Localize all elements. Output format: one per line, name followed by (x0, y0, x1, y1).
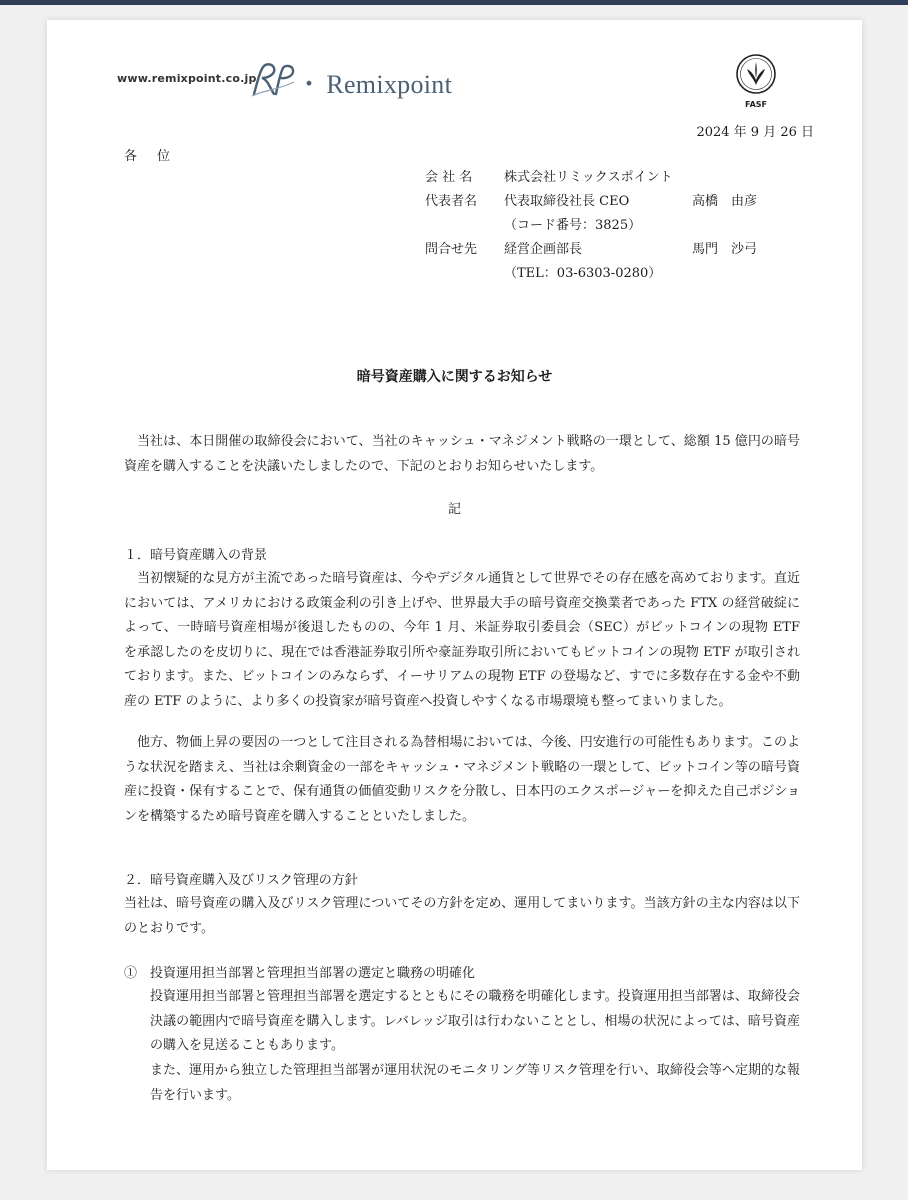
section1-heading: １．暗号資産購入の背景 (124, 548, 268, 563)
contact-tel: （TEL：03-6303-0280） (504, 266, 662, 281)
logo-wordmark (296, 64, 452, 101)
section2-heading: ２．暗号資産購入及びリスク管理の方針 (124, 873, 358, 888)
section1-paragraph2: 他方、物価上昇の要因の一つとして注目される為替相場においては、今後、円安進行の可能性もあります。このような状況を踏まえ、当社は余剰資金の一部をキャッシュ・マネジメント戦略の一環として、ビットコイン等の暗号資産に投資・保有することで、保有通貨の価値変動リスクを分散し、日本円のエクスポージャーを抑えた自己ポジションを構築するため暗号資産を購入することといたしました。 (124, 735, 800, 824)
representative-label: 代表者名 (425, 194, 478, 209)
item1-paragraph1: 投資運用担当部署と管理担当部署を選定するとともにその職務を明確化します。投資運用担当部署は、取締役会決議の範囲内で暗号資産を購入します。レバレッジ取引は行わないこととし、相場の状況によっては、暗号資産の購入を見送ることもあります。 (150, 989, 800, 1053)
contact-department: 経営企画部長 (504, 242, 583, 257)
document-page (47, 20, 862, 1170)
item1-heading: ① 投資運用担当部署と管理担当部署の選定と職務の明確化 (124, 966, 476, 981)
representative-name: 高橋 由彦 (692, 194, 758, 209)
fasf-label: FASF (745, 100, 767, 109)
item1-paragraph2: また、運用から独立した管理担当部署が運用状況のモニタリング等リスク管理を行い、取締役会等へ定期的な報告を行います。 (150, 1063, 800, 1103)
ki-marker: 記 (447, 502, 461, 517)
section1-paragraph1: 当初懐疑的な見方が主流であった暗号資産は、今やデジタル通貨として世界でその存在感を高めております。直近においては、アメリカにおける政策金利の引き上げや、世界最大手の暗号資産交換業者であった FTX の経営破綻によって、一時暗号資産相場が後退したものの、今年 1 月、米証券取引委員会（SEC）がビットコインの現物 ETF を承認したのを皮切りに、現在では香港証券取引所や豪証券取引所においてもビットコインの現物 ETF が取引されております。また、ビットコインのみならず、イーサリアムの現物 ETF の登場など、すでに多数存在する金や不動産の ETF のように、より多くの投資家が暗号資産へ投資しやすくなる市場環境も整ってまいりました。 (124, 571, 800, 709)
contact-label: 問合せ先 (425, 242, 478, 257)
stock-code: （コード番号：3825） (504, 218, 642, 233)
company-name-label: 会 社 名 (425, 170, 473, 185)
document-date: 2024 年 9 月 26 日 (696, 125, 814, 140)
section2-paragraph: 当社は、暗号資産の購入及びリスク管理についてその方針を定め、運用してまいります。当該方針の主な内容は以下のとおりです。 (124, 896, 800, 936)
intro-paragraph: 当社は、本日開催の取締役会において、当社のキャッシュ・マネジメント戦略の一環として、総額 15 億円の暗号資産を購入することを決議いたしましたので、下記のとおりお知らせいたします。 (124, 434, 800, 474)
logo-name: Remixpoint (326, 70, 453, 99)
remixpoint-logo-icon (250, 60, 296, 104)
addressee: 各位 (124, 149, 191, 164)
company-url: www.remixpoint.co.jp (117, 72, 257, 85)
document-title: 暗号資産購入に関するお知らせ (356, 369, 553, 385)
fasf-seal-icon (735, 53, 777, 103)
logo-dot: ・ (296, 70, 323, 99)
contact-name: 馬門 沙弓 (692, 242, 758, 257)
top-bar (0, 0, 908, 5)
representative-title: 代表取締役社長 CEO (504, 194, 630, 209)
company-name-value: 株式会社リミックスポイント (504, 170, 673, 185)
